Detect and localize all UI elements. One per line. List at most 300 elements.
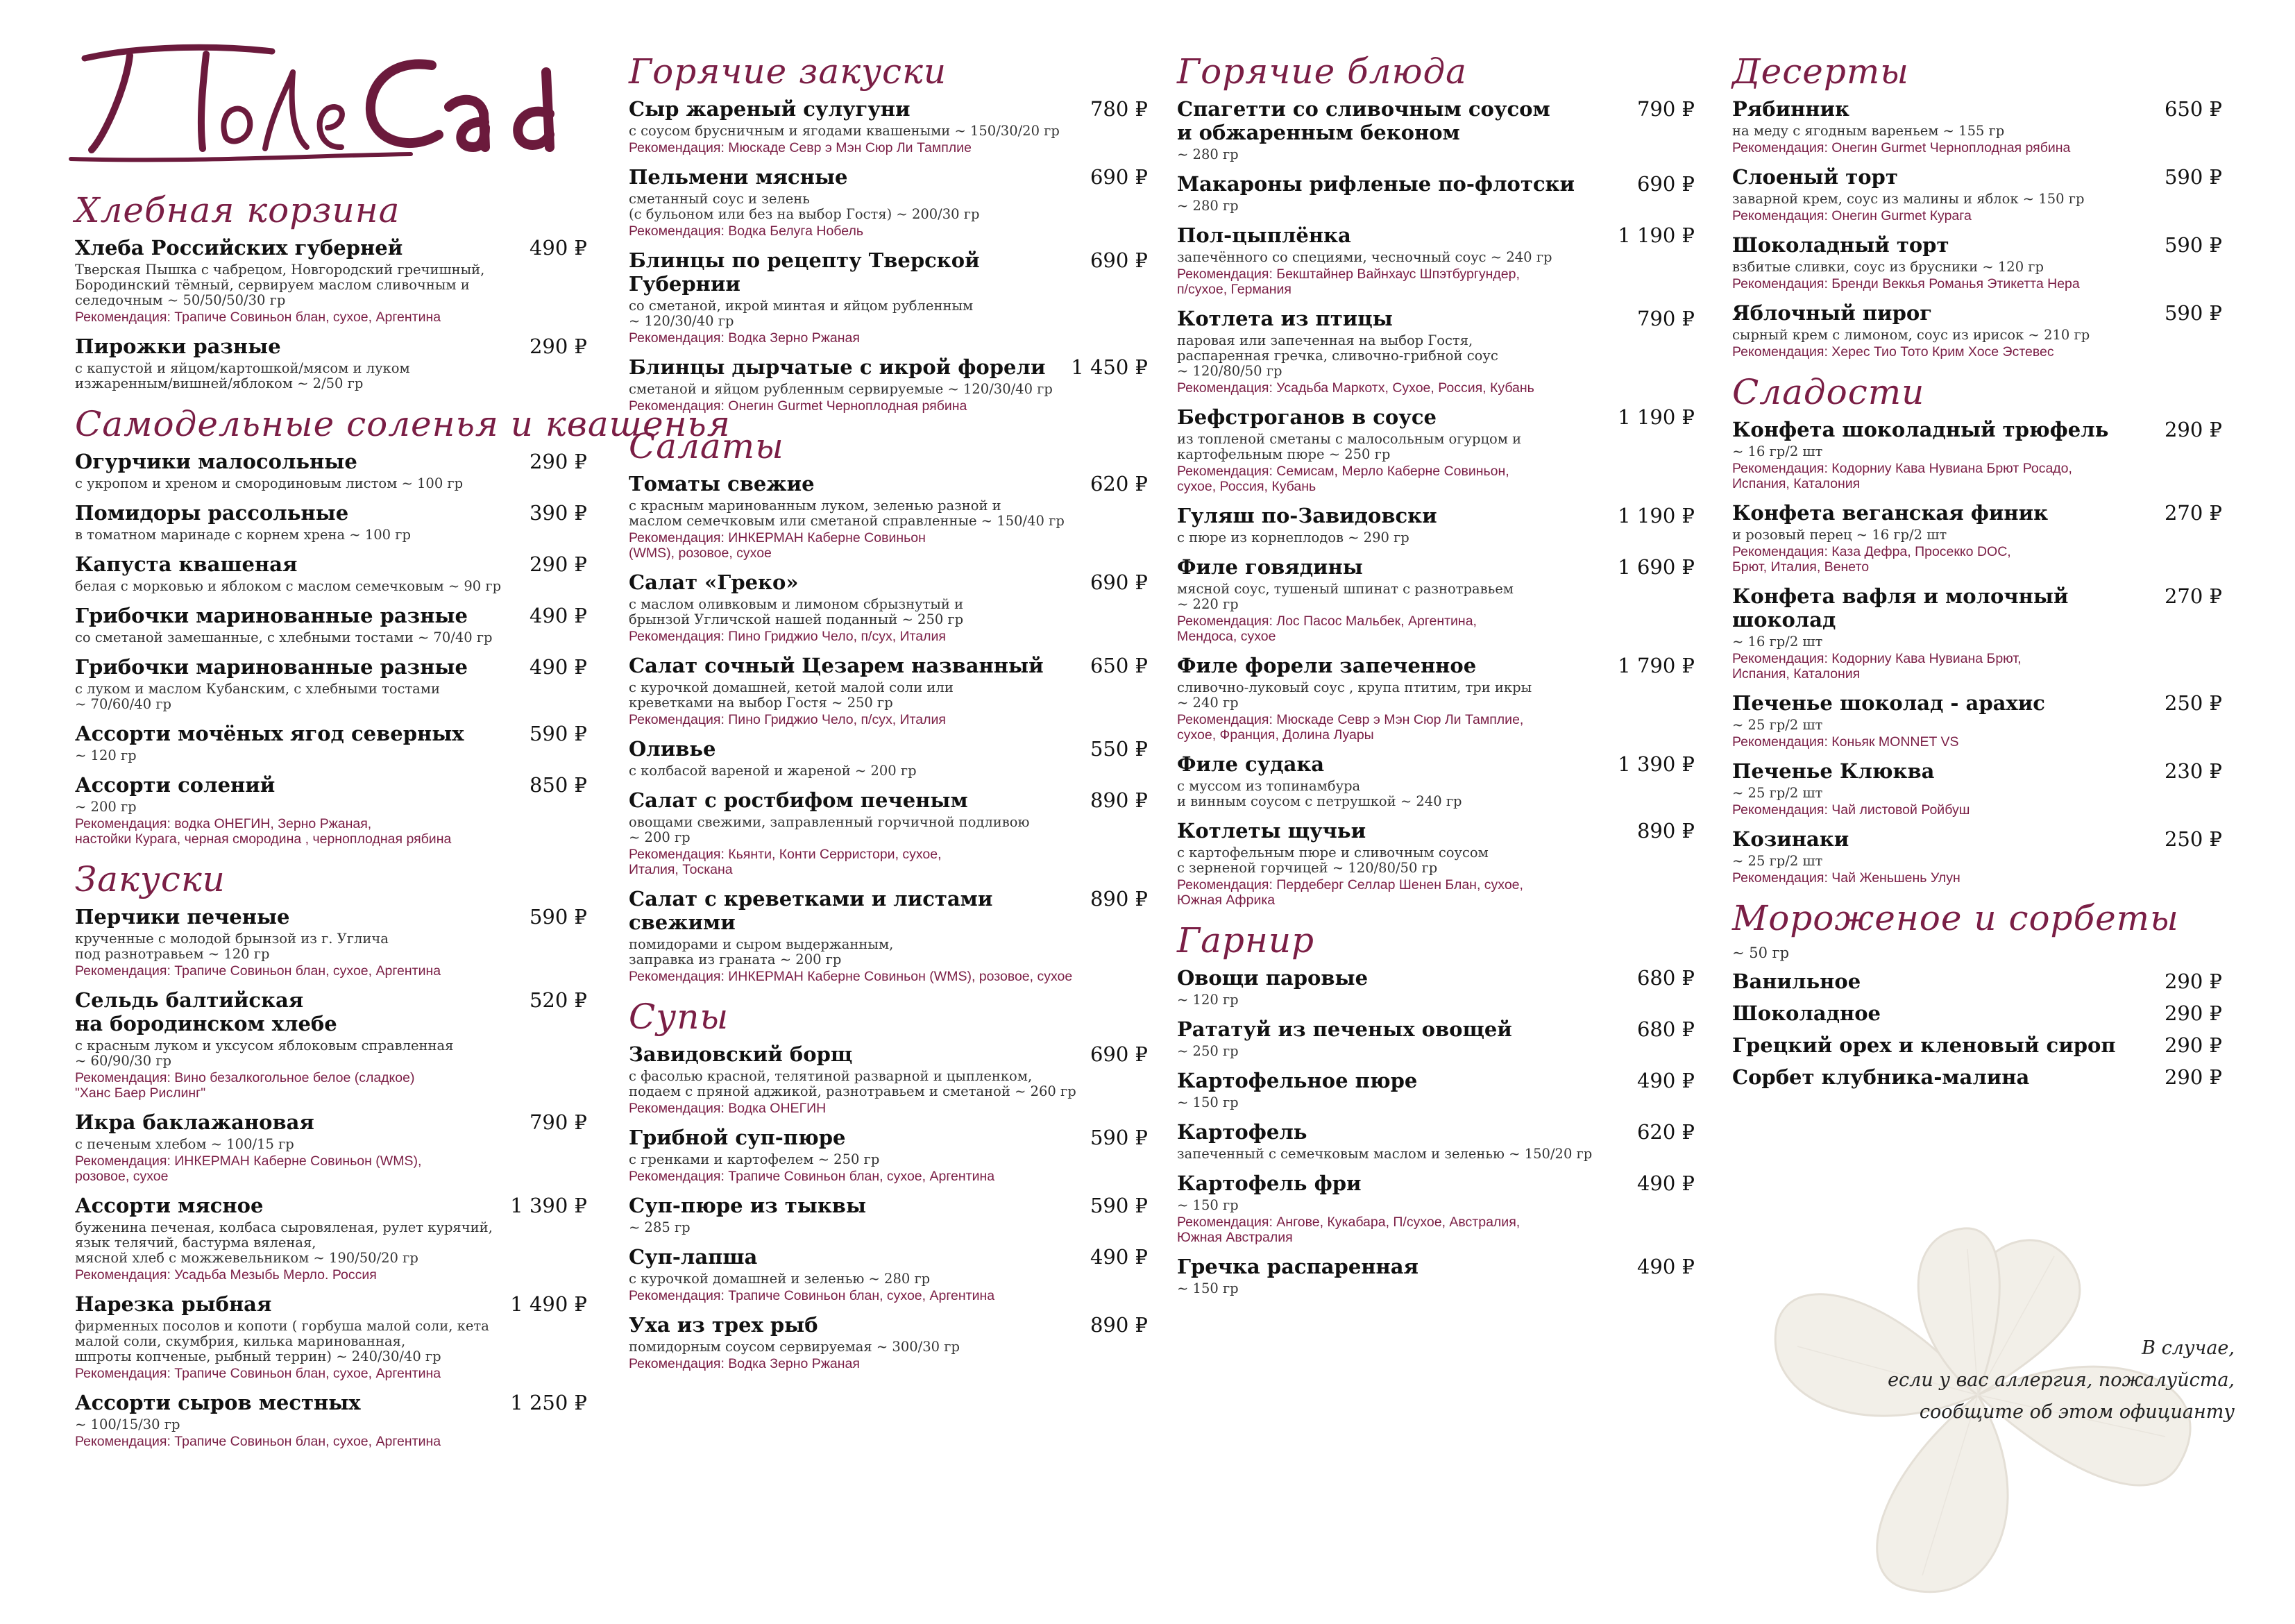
menu-item-price: 850 ₽ [529, 773, 587, 797]
menu-item-name: Слоеный торт [1732, 165, 1898, 189]
menu-item-name: Пельмени мясные [629, 165, 848, 189]
menu-item [629, 355, 1148, 414]
menu-item-price: 780 ₽ [1090, 97, 1148, 121]
menu-item-name: Сорбет клубника-малина [1732, 1065, 2030, 1089]
menu-item-price: 490 ₽ [529, 604, 587, 627]
menu-item-name: Филе говядины [1177, 555, 1363, 579]
menu-item-recommendation: Рекомендация: Ангове, Кукабара, П/сухое, Австралия, Южная Австралия [1177, 1215, 1521, 1245]
menu-item-header [629, 472, 1148, 496]
menu-item-header [629, 887, 1148, 934]
menu-item-price: 690 ₽ [1090, 570, 1148, 594]
menu-item-recommendation: Рекомендация: Онегин Gurmet Черноплодная рябина [629, 398, 967, 414]
menu-item-price: 490 ₽ [1090, 1245, 1148, 1269]
allergy-note: В случае, если у вас аллергия, пожалуйста, сообщите об этом официанту [1888, 1337, 2235, 1423]
menu-item-header [1177, 752, 1695, 776]
menu-item [1177, 172, 1695, 214]
menu-item-name: Завидовский борщ [629, 1042, 853, 1066]
menu-item [1732, 827, 2222, 886]
menu-item-name: Ассорти сыров местных [75, 1391, 361, 1414]
menu-item-description: с красным маринованным луком, зеленью разной и маслом семечковым или сметаной справленные ~ 150/40 гр [629, 498, 1065, 529]
menu-item-price: 890 ₽ [1090, 1313, 1148, 1337]
menu-item-name: Картофель фри [1177, 1172, 1362, 1195]
menu-item-header [1732, 97, 2222, 121]
menu-item-description: ~ 25 гр/2 шт [1732, 785, 1823, 801]
menu-item-recommendation: Рекомендация: Мюскаде Севр э Мэн Сюр Ли Тамплие [629, 140, 972, 155]
menu-item-recommendation: Рекомендация: Водка Белуга Нобель [629, 223, 863, 239]
menu-section [1732, 369, 2222, 886]
menu-item-description: ~ 250 гр [1177, 1043, 1239, 1059]
menu-item-name: Суп-пюре из тыквы [629, 1194, 867, 1217]
section-title: Десерты [1732, 51, 1909, 92]
menu-item-price: 250 ₽ [2164, 691, 2222, 715]
menu-item-recommendation: Рекомендация: водка ОНЕГИН, Зерно Ржаная, настойки Курага, черная смородина , черноплодная рябина [75, 816, 452, 847]
menu-item-price: 620 ₽ [1090, 472, 1148, 496]
menu-item-header [629, 97, 1148, 121]
menu-item-price: 1 450 ₽ [1071, 355, 1148, 379]
brand-logo [64, 31, 577, 169]
menu-item-header [75, 552, 587, 576]
menu-item-description: с соусом брусничным и ягодами квашеными ~ 150/30/20 гр [629, 123, 1060, 139]
menu-item [1177, 1069, 1695, 1110]
menu-item-description: помидорным соусом сервируемая ~ 300/30 гр [629, 1339, 960, 1355]
section-title: Супы [629, 997, 729, 1037]
menu-item-price: 1 190 ₽ [1618, 405, 1695, 429]
menu-item-description: ~ 25 гр/2 шт [1732, 853, 1823, 869]
menu-item-price: 520 ₽ [529, 988, 587, 1012]
menu-item-name: Томаты свежие [629, 472, 815, 496]
menu-item-price: 270 ₽ [2164, 584, 2222, 608]
menu-item-name: Яблочный пирог [1732, 301, 1932, 325]
menu-item-price: 290 ₽ [2164, 1065, 2222, 1089]
menu-item [1732, 501, 2222, 575]
menu-item [75, 722, 587, 763]
menu-item-price: 290 ₽ [2164, 1033, 2222, 1057]
menu-item [75, 1194, 587, 1283]
menu-item-recommendation: Рекомендация: ИНКЕРМАН Каберне Совиньон (WMS), розовое, сухое [75, 1153, 422, 1184]
menu-item-header [1732, 759, 2222, 783]
menu-section [1732, 895, 2222, 1091]
menu-item-description: с муссом из топинамбура и винным соусом с петрушкой ~ 240 гр [1177, 778, 1462, 809]
menu-item [629, 570, 1148, 644]
menu-item-header [1732, 1063, 2222, 1091]
menu-item [1177, 307, 1695, 396]
menu-item [629, 97, 1148, 155]
menu-item-description: с курочкой домашней, кетой малой соли или креветками на выбор Гостя ~ 250 гр [629, 679, 954, 711]
menu-item-name: Помидоры рассольные [75, 501, 349, 525]
menu-item-header [1177, 966, 1695, 990]
menu-item-price: 1 790 ₽ [1618, 654, 1695, 677]
menu-item-recommendation: Рекомендация: Лос Пасос Мальбек, Аргентина, Мендоса, сухое [1177, 614, 1477, 644]
menu-item [1177, 405, 1695, 494]
menu-item-name: Филе форели запеченное [1177, 654, 1477, 677]
menu-item-description: заварной крем, соус из малины и яблок ~ 150 гр [1732, 191, 2085, 207]
menu-item-header [1732, 967, 2222, 995]
menu-item-header [629, 737, 1148, 761]
menu-item-price: 650 ₽ [2164, 97, 2222, 121]
menu-item [75, 1391, 587, 1449]
menu-item-name: Нарезка рыбная [75, 1292, 272, 1316]
menu-item [75, 988, 587, 1101]
menu-item [1177, 1120, 1695, 1162]
menu-item-recommendation: Рекомендация: Трапиче Совиньон блан, сухое, Аргентина [75, 963, 441, 979]
menu-item-price: 590 ₽ [2164, 301, 2222, 325]
menu-item-name: Гречка распаренная [1177, 1255, 1419, 1278]
menu-item-header [75, 236, 587, 260]
menu-item [1177, 504, 1695, 545]
menu-item-name: Конфета вафля и молочный шоколад [1732, 584, 2069, 632]
menu-item [629, 1194, 1148, 1235]
menu-item [629, 472, 1148, 561]
section-title: Хлебная корзина [75, 190, 400, 230]
menu-item-price: 490 ₽ [1636, 1255, 1695, 1278]
menu-item-name: Грибной суп-пюре [629, 1126, 846, 1149]
menu-section [1177, 49, 1695, 908]
menu-item-header [1732, 827, 2222, 851]
menu-item-description: взбитые сливки, соус из брусники ~ 120 гр [1732, 259, 2044, 275]
menu-item-price: 1 390 ₽ [1618, 752, 1695, 776]
menu-item-price: 1 190 ₽ [1618, 223, 1695, 247]
menu-item-recommendation: Рекомендация: ИНКЕРМАН Каберне Совиньон (WMS), розовое, сухое [629, 969, 1073, 984]
menu-item-header [1177, 654, 1695, 677]
menu-item-name: Ассорти мочёных ягод северных [75, 722, 464, 745]
menu-item-header [1732, 584, 2222, 632]
menu-item-description: и розовый перец ~ 16 гр/2 шт [1732, 527, 1947, 543]
menu-item-header [1177, 172, 1695, 196]
menu-item-name: Салат сочный Цезарем названный [629, 654, 1044, 677]
menu-item-header [1732, 691, 2222, 715]
menu-item-recommendation: Рекомендация: Семисам, Мерло Каберне Совиньон, сухое, Россия, Кубань [1177, 464, 1509, 494]
menu-item-header [1732, 301, 2222, 325]
menu-item-name: Козинаки [1732, 827, 1849, 851]
menu-column-2 [629, 43, 1148, 1381]
menu-item-name: Пол-цыплёнка [1177, 223, 1351, 247]
section-subtitle: ~ 50 гр [1732, 945, 1790, 961]
menu-item [75, 501, 587, 543]
menu-item [1177, 752, 1695, 809]
menu-item-description: ~ 150 гр [1177, 1280, 1239, 1296]
menu-item-recommendation: Рекомендация: Коньяк MONNET VS [1732, 734, 1959, 750]
menu-item-price: 890 ₽ [1090, 788, 1148, 812]
menu-item-name: Печенье Клюква [1732, 759, 1935, 783]
menu-item-name: Гуляш по-Завидовски [1177, 504, 1437, 527]
menu-item-header [1177, 1172, 1695, 1195]
menu-item-description: с маслом оливковым и лимоном сбрызнутый и брынзой Угличской нашей поданный ~ 250 гр [629, 596, 964, 627]
menu-item [629, 737, 1148, 779]
menu-item-recommendation: Рекомендация: Водка Зерно Ржаная [629, 1356, 860, 1371]
menu-item-name: Сельдь балтийская на бородинском хлебе [75, 988, 337, 1035]
menu-item-price: 790 ₽ [1636, 97, 1695, 121]
menu-item-header [75, 501, 587, 525]
menu-column-3 [1177, 43, 1695, 1306]
menu-section [629, 49, 1148, 414]
menu-item-description: белая с морковью и яблоком с маслом семечковым ~ 90 гр [75, 578, 502, 594]
menu-item-header [75, 988, 587, 1035]
logo-mark [71, 47, 411, 160]
menu-item-recommendation: Рекомендация: Трапиче Совиньон блан, сухое, Аргентина [629, 1288, 995, 1303]
menu-item [75, 773, 587, 847]
menu-item-header [629, 1126, 1148, 1149]
menu-item-price: 490 ₽ [1636, 1172, 1695, 1195]
menu-item-name: Шоколадный торт [1732, 233, 1949, 257]
menu-item-price: 790 ₽ [1636, 307, 1695, 330]
menu-item-name: Суп-лапша [629, 1245, 758, 1269]
menu-item-header [75, 722, 587, 745]
menu-item-name: Грибочки маринованные разные [75, 604, 468, 627]
menu-item-header [1177, 504, 1695, 527]
menu-item-recommendation: Рекомендация: Пердеберг Селлар Шенен Блан, сухое, Южная Африка [1177, 877, 1523, 908]
menu-item-description: с колбасой вареной и жареной ~ 200 гр [629, 763, 917, 779]
menu-item-header [75, 450, 587, 473]
menu-item-header [1177, 1069, 1695, 1092]
menu-item-recommendation: Рекомендация: Чай Женьшень Улун [1732, 870, 1961, 886]
menu-item [1732, 1063, 2222, 1091]
menu-item-name: Икра баклажановая [75, 1110, 314, 1134]
menu-item-header [75, 655, 587, 679]
menu-item-price: 590 ₽ [1090, 1126, 1148, 1149]
menu-item-price: 270 ₽ [2164, 501, 2222, 525]
menu-item [1732, 1031, 2222, 1059]
menu-section [1732, 49, 2222, 360]
menu-item [629, 1042, 1148, 1116]
menu-item [75, 655, 587, 712]
menu-item-header [75, 1292, 587, 1316]
menu-item-price: 250 ₽ [2164, 827, 2222, 851]
menu-item-name: Салат «Греко» [629, 570, 799, 594]
menu-item-name: Перчики печеные [75, 905, 290, 929]
menu-item-description: сметанный соус и зелень (с бульоном или без на выбор Гостя) ~ 200/30 гр [629, 191, 980, 222]
menu-item-recommendation: Рекомендация: Кьянти, Конти Серристори, сухое, Италия, Тоскана [629, 847, 942, 877]
menu-item-recommendation: Рекомендация: Трапиче Совиньон блан, сухое, Аргентина [75, 1366, 441, 1381]
menu-item [75, 1110, 587, 1184]
menu-item-price: 290 ₽ [529, 335, 587, 358]
menu-item-name: Картофельное пюре [1177, 1069, 1418, 1092]
menu-item-header [1732, 418, 2222, 441]
menu-item-description: паровая или запеченная на выбор Гостя, распаренная гречка, сливочно-грибной соус ~ 120/80/50 гр [1177, 332, 1498, 379]
menu-item-header [1177, 1255, 1695, 1278]
menu-item-price: 290 ₽ [529, 552, 587, 576]
menu-item [1177, 97, 1695, 162]
menu-item-recommendation: Рекомендация: Пино Гриджио Чело, п/сух, Италия [629, 712, 946, 727]
menu-item-recommendation: Рекомендация: Херес Тио Тото Крим Хосе Эстевес [1732, 344, 2054, 360]
menu-item-header [629, 1194, 1148, 1217]
menu-item-price: 680 ₽ [1636, 966, 1695, 990]
menu-item-recommendation: Рекомендация: Кодорниу Кава Нувиана Брют, Испания, Каталония [1732, 651, 2022, 682]
menu-item-description: ~ 285 гр [629, 1219, 691, 1235]
menu-item-description: помидорами и сыром выдержанным, заправка из граната ~ 200 гр [629, 936, 894, 967]
menu-item-description: на меду с ягодным вареньем ~ 155 гр [1732, 123, 2005, 139]
menu-item-name: Сыр жареный сулугуни [629, 97, 911, 121]
menu-item-name: Грибочки маринованные разные [75, 655, 468, 679]
menu-item-description: с капустой и яйцом/картошкой/мясом и луком изжаренным/вишней/яблоком ~ 2/50 гр [75, 360, 410, 391]
menu-item-name: Котлеты щучьи [1177, 819, 1366, 843]
menu-item [1732, 301, 2222, 360]
menu-item-header [629, 165, 1148, 189]
menu-item [75, 236, 587, 325]
menu-item-header [1177, 307, 1695, 330]
menu-item-price: 390 ₽ [529, 501, 587, 525]
menu-item-description: ~ 25 гр/2 шт [1732, 717, 1823, 733]
menu-item-description: с фасолью красной, телятиной разварной и цыпленком, подаем с пряной аджикой, разнотравьем и сметаной ~ 260 гр [629, 1068, 1076, 1099]
menu-item-description: с картофельным пюре и сливочным соусом с зерненой горчицей ~ 120/80/50 гр [1177, 845, 1489, 876]
menu-item-name: Ассорти мясное [75, 1194, 264, 1217]
menu-item-price: 1 190 ₽ [1618, 504, 1695, 527]
menu-item-recommendation: Рекомендация: Трапиче Совиньон блан, сухое, Аргентина [629, 1169, 995, 1184]
menu-item-description: с пюре из корнеплодов ~ 290 гр [1177, 530, 1409, 545]
menu-item-description: со сметаной, икрой минтая и яйцом рубленным ~ 120/30/40 гр [629, 298, 974, 329]
menu-item-recommendation: Рекомендация: Усадьба Мезыбь Мерло. Россия [75, 1267, 377, 1283]
menu-item-description: ~ 16 гр/2 шт [1732, 443, 1823, 459]
menu-item-description: ~ 150 гр [1177, 1197, 1239, 1213]
menu-item-description: с печеным хлебом ~ 100/15 гр [75, 1136, 294, 1152]
menu-item-price: 1 250 ₽ [510, 1391, 587, 1414]
menu-item-description: с красным луком и уксусом яблоковым справленная ~ 60/90/30 гр [75, 1038, 454, 1069]
menu-item-name: Котлета из птицы [1177, 307, 1393, 330]
menu-item-name: Салат с креветками и листами свежими [629, 887, 993, 934]
menu-item-description: мясной соус, тушеный шпинат с разнотравьем ~ 220 гр [1177, 581, 1514, 612]
menu-item-name: Макароны рифленые по-флотски [1177, 172, 1575, 196]
menu-item [1177, 1255, 1695, 1296]
menu-section [75, 856, 587, 1449]
menu-item-name: Ванильное [1732, 970, 1861, 993]
menu-item-name: Хлеба Российских губерней [75, 236, 403, 260]
menu-item-header [629, 570, 1148, 594]
menu-item [1732, 691, 2222, 750]
menu-item-description: с курочкой домашней и зеленью ~ 280 гр [629, 1271, 931, 1287]
menu-item [629, 1245, 1148, 1303]
menu-item [75, 450, 587, 491]
menu-item-price: 590 ₽ [2164, 233, 2222, 257]
menu-item-price: 1 690 ₽ [1618, 555, 1695, 579]
menu-item-description: запечённого со специями, чесночный соус ~ 240 гр [1177, 249, 1552, 265]
menu-item-header [1732, 1031, 2222, 1059]
section-title: Закуски [75, 859, 226, 899]
menu-item-description: ~ 200 гр [75, 799, 137, 815]
menu-item-price: 690 ₽ [1636, 172, 1695, 196]
menu-item [1177, 819, 1695, 908]
section-title: Сладости [1732, 372, 1925, 412]
menu-item-description: сырный крем с лимоном, соус из ирисок ~ 210 гр [1732, 327, 2090, 343]
menu-item-recommendation: Рекомендация: Трапиче Совиньон блан, сухое, Аргентина [75, 1434, 441, 1449]
menu-item-price: 680 ₽ [1636, 1017, 1695, 1041]
menu-item-description: Тверская Пышка с чабрецом, Новгородский гречишный, Бородинский тёмный, сервируем маслом сливочным и селедочным ~ 50/50/50/30 гр [75, 262, 485, 308]
menu-item-recommendation: Рекомендация: Усадьба Маркотх, Сухое, Россия, Кубань [1177, 380, 1534, 396]
menu-item-header [1732, 165, 2222, 189]
menu-item [629, 165, 1148, 239]
menu-item-header [1732, 233, 2222, 257]
menu-item-header [629, 248, 1148, 296]
menu-item [1732, 999, 2222, 1027]
menu-item-recommendation: Рекомендация: Трапиче Совиньон блан, сухое, Аргентина [75, 310, 441, 325]
menu-item-price: 690 ₽ [1090, 1042, 1148, 1066]
menu-item-header [629, 1313, 1148, 1337]
menu-item-header [629, 1042, 1148, 1066]
menu-item-recommendation: Рекомендация: Бренди Веккья Романья Этикетта Нера [1732, 276, 2080, 291]
menu-item-header [75, 335, 587, 358]
menu-item-description: овощами свежими, заправленный горчичной подливою ~ 200 гр [629, 814, 1030, 845]
menu-item-header [75, 604, 587, 627]
menu-item [75, 552, 587, 594]
menu-item-recommendation: Рекомендация: Водка ОНЕГИН [629, 1101, 827, 1116]
section-title: Горячие закуски [629, 51, 947, 92]
menu-item-price: 590 ₽ [529, 722, 587, 745]
menu-item-header [75, 1194, 587, 1217]
menu-item-header [75, 1391, 587, 1414]
menu-item-recommendation: Рекомендация: Чай листовой Ройбуш [1732, 802, 1970, 818]
menu-item [629, 1126, 1148, 1184]
menu-item-price: 490 ₽ [529, 655, 587, 679]
menu-item-header [1732, 501, 2222, 525]
menu-item-price: 650 ₽ [1090, 654, 1148, 677]
menu-item-name: Конфета веганская финик [1732, 501, 2049, 525]
menu-item-price: 290 ₽ [2164, 418, 2222, 441]
menu-section [629, 423, 1148, 984]
menu-item-name: Огурчики малосольные [75, 450, 357, 473]
menu-item-description: ~ 16 гр/2 шт [1732, 634, 1823, 650]
menu-item [1177, 555, 1695, 644]
menu-item-recommendation: Рекомендация: Онегин Gurmet Курага [1732, 208, 1972, 223]
menu-item-name: Блинцы дырчатые с икрой форели [629, 355, 1046, 379]
section-title: Салаты [629, 426, 784, 466]
menu-item-description: с гренками и картофелем ~ 250 гр [629, 1151, 880, 1167]
menu-section [75, 187, 587, 391]
menu-item-description: со сметаной замешанные, с хлебными тостами ~ 70/40 гр [75, 629, 493, 645]
menu-item-recommendation: Рекомендация: Мюскаде Севр э Мэн Сюр Ли Тамплие, сухое, Франция, Долина Луары [1177, 712, 1524, 743]
section-title: Горячие блюда [1177, 51, 1467, 92]
menu-item [1732, 759, 2222, 818]
menu-item-header [1177, 223, 1695, 247]
menu-item-price: 290 ₽ [529, 450, 587, 473]
menu-item [629, 1313, 1148, 1371]
menu-item-name: Конфета шоколадный трюфель [1732, 418, 2109, 441]
menu-item-description: ~ 280 гр [1177, 146, 1239, 162]
menu-item [1732, 418, 2222, 491]
menu-item [629, 654, 1148, 727]
menu-item-description: сливочно-луковый соус , крупа птитим, три икры ~ 240 гр [1177, 679, 1532, 711]
menu-item-description: буженина печеная, колбаса сыровяленая, рулет курячий, язык телячий, бастурма вяленая, мясной хлеб с можжевельником ~ 190/50/20 гр [75, 1219, 493, 1266]
menu-item-name: Ассорти солений [75, 773, 276, 797]
menu-item-price: 620 ₽ [1636, 1120, 1695, 1144]
menu-item-recommendation: Рекомендация: Бекштайнер Вайнхаус Шпэтбургундер, п/сухое, Германия [1177, 267, 1520, 297]
menu-item-description: из топленой сметаны с малосольным огурцом и картофельным пюре ~ 250 гр [1177, 431, 1522, 462]
menu-item-description: с укропом и хреном и смородиновым листом ~ 100 гр [75, 475, 464, 491]
menu-item-price: 590 ₽ [2164, 165, 2222, 189]
menu-item-description: фирменных посолов и копоти ( горбуша малой соли, кета малой соли, скумбрия, килька маринованная, шпроты копченые, рыбный террин) ~ 240/30/40 гр [75, 1318, 489, 1364]
menu-item-recommendation: Рекомендация: ИНКЕРМАН Каберне Совиньон (WMS), розовое, сухое [629, 530, 926, 561]
menu-item-description: крученные с молодой брынзой из г. Углича под разнотравьем ~ 120 гр [75, 931, 389, 962]
menu-item-header [629, 1245, 1148, 1269]
menu-item-recommendation: Рекомендация: Кодорниу Кава Нувиана Брют Росадо, Испания, Каталония [1732, 461, 2072, 491]
menu-item-name: Капуста квашеная [75, 552, 298, 576]
menu-item-recommendation: Рекомендация: Каза Дефра, Просекко DOC, Брют, Италия, Венето [1732, 544, 2011, 575]
menu-item [1732, 165, 2222, 223]
logo-sad [371, 64, 550, 147]
menu-item-header [75, 1110, 587, 1134]
menu-item-description: ~ 100/15/30 гр [75, 1416, 180, 1432]
menu-item [75, 604, 587, 645]
menu-item-header [75, 905, 587, 929]
menu-item [629, 887, 1148, 984]
section-title: Самодельные соленья и квашенья [75, 404, 731, 444]
menu-item-recommendation: Рекомендация: Пино Гриджио Чело, п/сух, Италия [629, 629, 946, 644]
menu-item [1177, 1172, 1695, 1245]
menu-item-price: 230 ₽ [2164, 759, 2222, 783]
menu-item [75, 335, 587, 391]
menu-item-header [1177, 1017, 1695, 1041]
menu-item-header [629, 355, 1148, 379]
menu-item-name: Рябинник [1732, 97, 1849, 121]
menu-item-name: Пирожки разные [75, 335, 281, 358]
menu-item [1732, 97, 2222, 155]
